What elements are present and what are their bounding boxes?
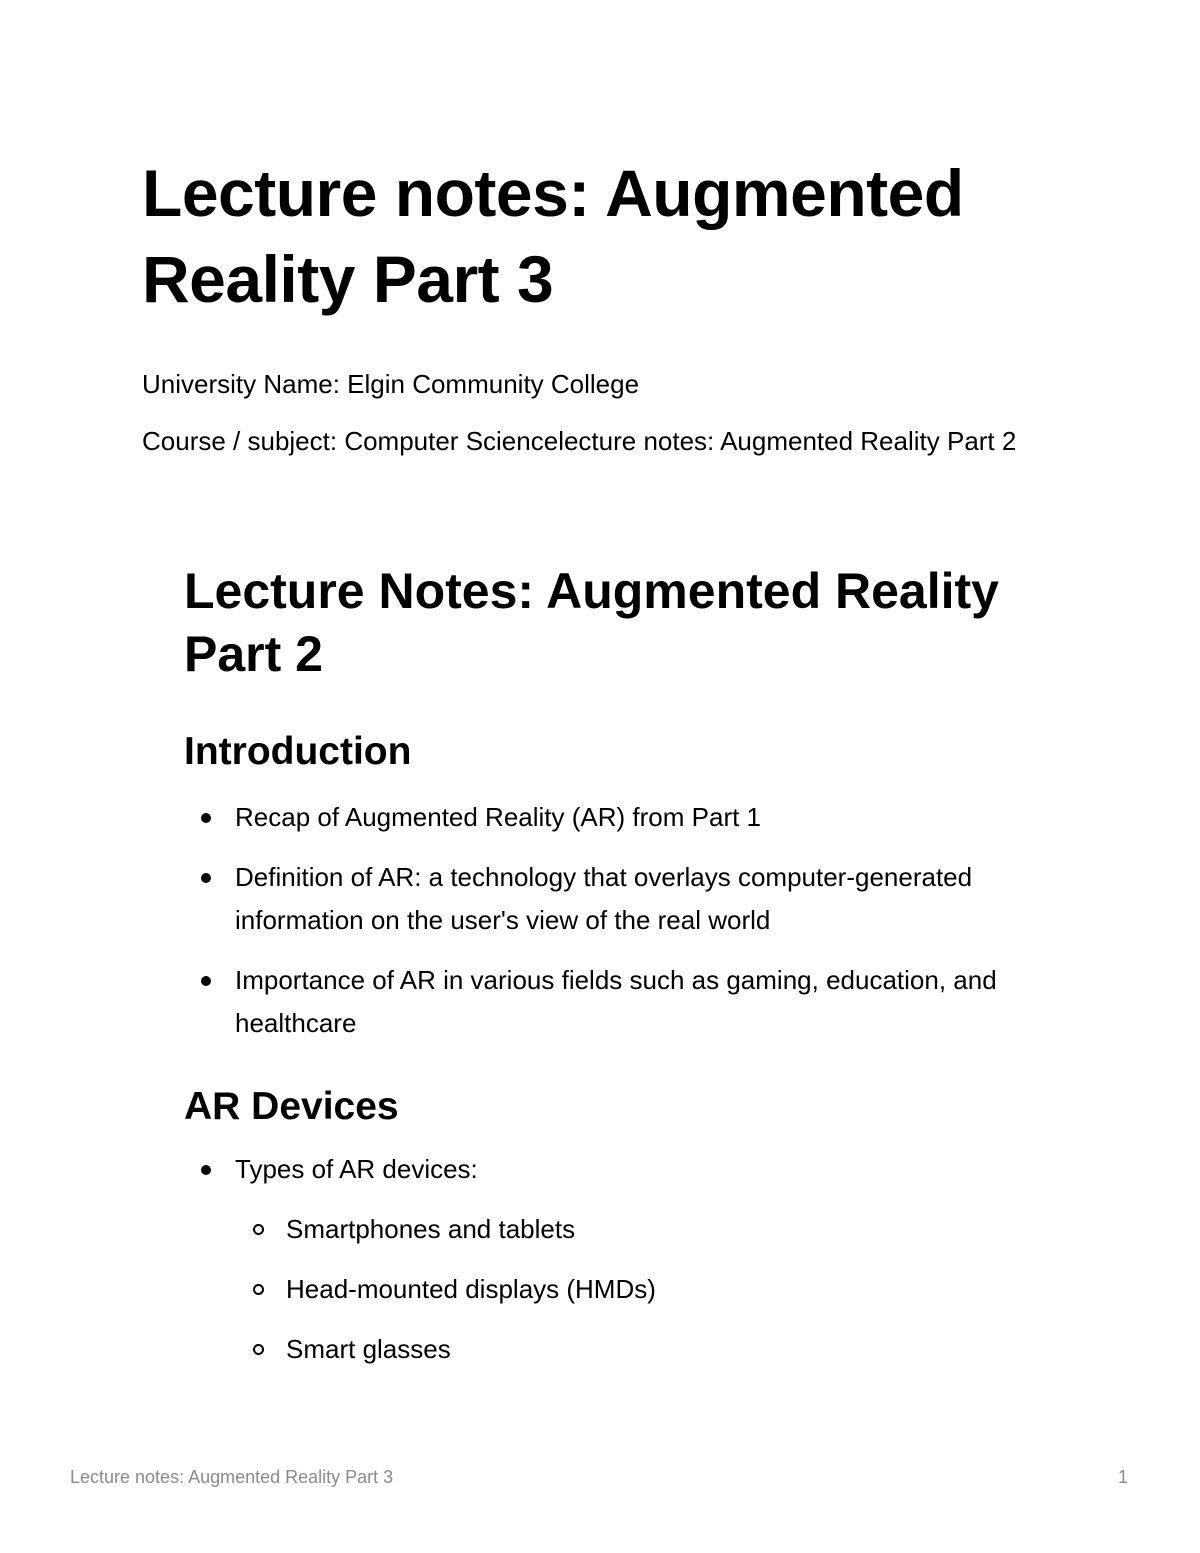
bullet-icon bbox=[201, 976, 211, 986]
document-title: Lecture notes: Augmented Reality Part 3 bbox=[142, 156, 964, 316]
university-name: University Name: Elgin Community College bbox=[142, 369, 640, 399]
list-item bbox=[184, 959, 1064, 1045]
list-item-text: Recap of Augmented Reality (AR) from Part 1 bbox=[235, 802, 762, 832]
course-subject: Course / subject: Computer Sciencelecture notes: Augmented Reality Part 2 bbox=[142, 426, 1017, 456]
page-number: 1 bbox=[1117, 1467, 1128, 1487]
sub-list-item bbox=[235, 1328, 1064, 1371]
sub-list-item bbox=[235, 1268, 1064, 1311]
hollow-bullet-icon bbox=[253, 1284, 264, 1295]
section-title: Lecture Notes: Augmented Reality Part 2 bbox=[184, 563, 999, 682]
bullet-icon bbox=[201, 1165, 211, 1175]
ar-devices-list bbox=[184, 1148, 1064, 1388]
list-item bbox=[184, 856, 1064, 942]
introduction-list bbox=[184, 796, 1064, 1062]
footer-title: Lecture notes: Augmented Reality Part 3 bbox=[70, 1467, 394, 1487]
hollow-bullet-icon bbox=[253, 1224, 264, 1235]
introduction-heading: Introduction bbox=[184, 730, 412, 773]
sub-list-item bbox=[235, 1208, 1064, 1251]
list-item bbox=[184, 1148, 1064, 1371]
list-item-text: Types of AR devices: bbox=[235, 1154, 478, 1184]
list-item-text: Importance of AR in various fields such as gaming, education, and healthcare bbox=[235, 965, 997, 1038]
sub-list-item-text: Head-mounted displays (HMDs) bbox=[286, 1274, 656, 1304]
list-item bbox=[184, 796, 1064, 839]
hollow-bullet-icon bbox=[253, 1344, 264, 1355]
bullet-icon bbox=[201, 873, 211, 883]
sub-list-item-text: Smartphones and tablets bbox=[286, 1214, 576, 1244]
bullet-icon bbox=[201, 813, 211, 823]
list-item-text: Definition of AR: a technology that overlays computer-generated information on the user's view of the real world bbox=[235, 862, 973, 935]
sub-list-item-text: Smart glasses bbox=[286, 1334, 451, 1364]
ar-devices-heading: AR Devices bbox=[184, 1085, 399, 1128]
sub-list bbox=[235, 1208, 1064, 1371]
